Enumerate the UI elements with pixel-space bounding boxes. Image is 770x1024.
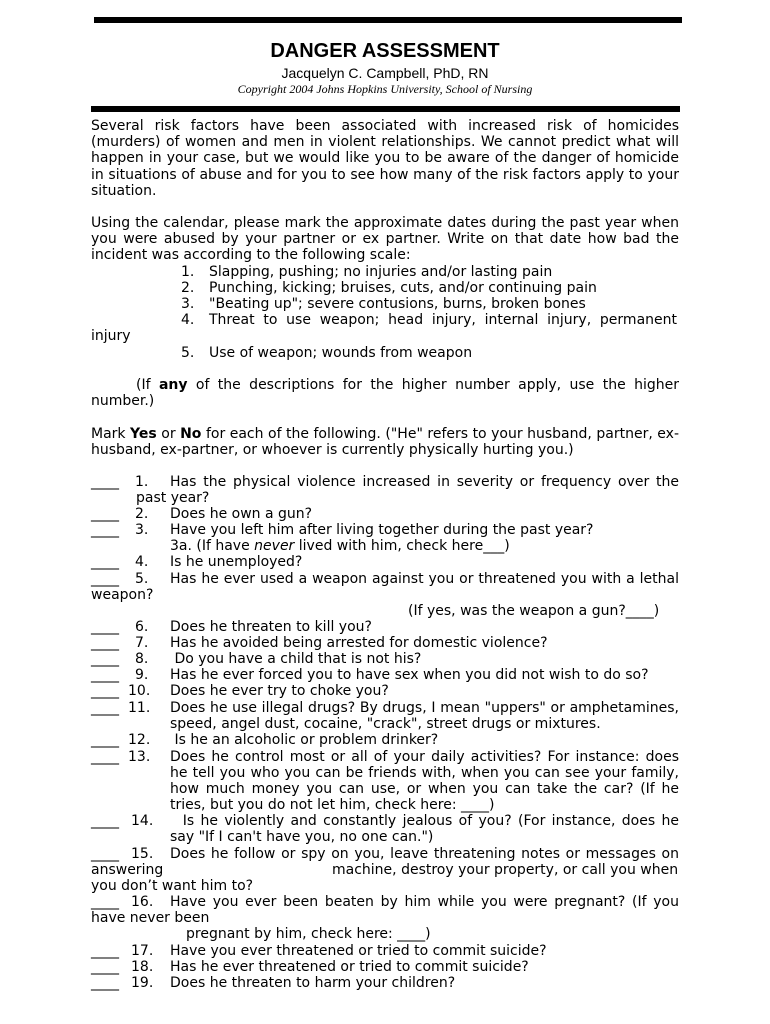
question-text: Has he ever used a weapon against you or threatened you with a lethal	[170, 571, 679, 587]
question-text: Have you ever been beaten by him while you were pregnant? (If you	[170, 894, 679, 910]
q3a-text: 3a. (If have	[170, 538, 255, 554]
question-text: Do you have a child that is not his?	[170, 651, 422, 667]
question-number: 6.	[135, 619, 149, 635]
question-5	[91, 571, 679, 587]
page-title: DANGER ASSESSMENT	[270, 40, 500, 62]
question-15-wrap-a: answering	[91, 862, 164, 878]
question-number: 14.	[131, 813, 154, 829]
scale-item-1	[181, 264, 552, 280]
answer-blank[interactable]: ____	[91, 959, 119, 975]
question-6	[91, 619, 679, 635]
answer-blank[interactable]: ____	[91, 732, 119, 748]
note-bold: any	[158, 377, 188, 393]
question-text: Has the physical violence increased in severity or frequency over the past year?	[136, 474, 679, 506]
scale-text: "Beating up"; severe contusions, burns, broken bones	[209, 296, 586, 312]
scale-text: Threat to use weapon; head injury, internal injury, permanent	[209, 312, 677, 328]
question-15-wrap-c: you don’t want him to?	[91, 878, 254, 894]
question-3a	[170, 538, 510, 554]
answer-blank[interactable]: ____	[91, 846, 119, 862]
calendar-instructions: Using the calendar, please mark the approximate dates during the past year when you were abused by your partner or ex partner. Write on that date how bad the incident was according to the following scale:	[91, 215, 679, 264]
scale-number: 4.	[181, 312, 195, 328]
question-text: Does he control most or all of your daily activities? For instance: does he tell you who you can be friends with, when you can see your family, how much money you can use, or when you can take the car? (If he tries, but you do not let him, check here: ____)	[170, 749, 679, 813]
mark-no: No	[180, 426, 202, 442]
author-line: Jacquelyn C. Campbell, PhD, RN	[281, 65, 489, 81]
question-4	[91, 554, 679, 570]
answer-blank[interactable]: ____	[91, 522, 119, 538]
scale-text: Use of weapon; wounds from weapon	[209, 345, 473, 361]
answer-blank[interactable]: ____	[91, 683, 119, 699]
question-number: 10.	[128, 683, 151, 699]
answer-blank[interactable]: ____	[91, 943, 119, 959]
q3a-emphasis: never	[254, 538, 295, 554]
question-text: Is he violently and constantly jealous of you? (For instance, does he say "If I can't have you, no one can.")	[170, 813, 684, 845]
scale-item-4	[181, 312, 679, 328]
answer-blank[interactable]: ____	[91, 813, 119, 829]
question-1	[91, 474, 679, 506]
copyright-line: Copyright 2004 Johns Hopkins University, School of Nursing	[237, 82, 533, 96]
answer-blank[interactable]: ____	[91, 975, 119, 991]
higher-number-note	[136, 377, 679, 393]
note-text: of the descriptions for the higher number apply, use the higher	[187, 377, 679, 393]
mark-text: for each of the following. ("He" refers to your husband, partner, ex-husband, ex-partner, or whoever is currently physically hurting you.)	[91, 426, 679, 459]
question-number: 5.	[135, 571, 149, 587]
question-10	[91, 683, 679, 699]
question-14	[91, 813, 684, 845]
question-17	[91, 943, 679, 959]
question-2	[91, 506, 679, 522]
answer-blank[interactable]: ____	[91, 894, 119, 910]
scale-number: 5.	[181, 345, 195, 361]
question-13	[91, 749, 679, 813]
scale-item-3	[181, 296, 586, 312]
mark-text: Mark	[91, 426, 131, 442]
q3a-text: lived with him, check here___)	[294, 538, 510, 554]
question-15-wrap-b: machine, destroy your property, or call you when	[332, 862, 679, 878]
question-text: Is he unemployed?	[170, 554, 303, 570]
scale-number: 1.	[181, 264, 195, 280]
question-text: Does he own a gun?	[170, 506, 313, 522]
question-12	[91, 732, 679, 748]
scale-item-2	[181, 280, 597, 296]
scale-text: Punching, kicking; bruises, cuts, and/or continuing pain	[209, 280, 597, 296]
question-text: Does he follow or spy on you, leave threatening notes or messages on	[170, 846, 679, 862]
answer-blank[interactable]: ____	[91, 651, 119, 667]
question-number: 17.	[131, 943, 154, 959]
higher-number-note-wrap: number.)	[91, 393, 155, 409]
answer-blank[interactable]: ____	[91, 635, 119, 651]
question-8	[91, 651, 679, 667]
question-number: 3.	[135, 522, 149, 538]
question-18	[91, 959, 679, 975]
question-3	[91, 522, 679, 538]
question-number: 7.	[135, 635, 149, 651]
question-5-gun: (If yes, was the weapon a gun?____)	[408, 603, 660, 619]
answer-blank[interactable]: ____	[91, 619, 119, 635]
question-text: Does he use illegal drugs? By drugs, I mean "uppers" or amphetamines, speed, angel dust, cocaine, "crack", street drugs or mixtures.	[170, 700, 679, 732]
answer-blank[interactable]: ____	[91, 749, 119, 765]
scale-item-4-wrap: injury	[91, 328, 131, 344]
question-number: 12.	[128, 732, 151, 748]
question-16-wrap: have never been	[91, 910, 210, 926]
mark-text: or	[156, 426, 181, 442]
answer-blank[interactable]: ____	[91, 571, 119, 587]
question-text: Has he ever threatened or tried to commit suicide?	[170, 959, 529, 975]
question-text: Have you ever threatened or tried to commit suicide?	[170, 943, 547, 959]
question-16	[91, 894, 679, 910]
question-text: Have you left him after living together during the past year?	[170, 522, 594, 538]
question-9	[91, 667, 679, 683]
question-text: Has he ever forced you to have sex when you did not wish to do so?	[170, 667, 649, 683]
mark-yes: Yes	[130, 426, 157, 442]
answer-blank[interactable]: ____	[91, 700, 119, 716]
top-rule	[94, 17, 682, 23]
question-text: Does he threaten to kill you?	[170, 619, 372, 635]
question-19	[91, 975, 679, 991]
answer-blank[interactable]: ____	[91, 554, 119, 570]
mark-instructions	[91, 426, 679, 458]
answer-blank[interactable]: ____	[91, 667, 119, 683]
question-16-check: pregnant by him, check here: ____)	[186, 926, 431, 942]
answer-blank[interactable]: ____	[91, 474, 119, 490]
question-number: 15.	[131, 846, 154, 862]
question-number: 11.	[128, 700, 151, 716]
question-5-wrap: weapon?	[91, 587, 154, 603]
question-number: 19.	[131, 975, 154, 991]
question-number: 1.	[135, 474, 149, 490]
question-15	[91, 846, 679, 862]
question-number: 18.	[131, 959, 154, 975]
question-number: 2.	[135, 506, 149, 522]
header-rule	[91, 106, 680, 112]
question-number: 9.	[135, 667, 149, 683]
question-text: Does he threaten to harm your children?	[170, 975, 456, 991]
question-number: 16.	[131, 894, 154, 910]
scale-item-5	[181, 345, 472, 361]
scale-number: 3.	[181, 296, 195, 312]
question-number: 4.	[135, 554, 149, 570]
question-text: Has he avoided being arrested for domestic violence?	[170, 635, 548, 651]
question-number: 8.	[135, 651, 149, 667]
note-text: (If	[136, 377, 159, 393]
question-text: Does he ever try to choke you?	[170, 683, 389, 699]
scale-text: Slapping, pushing; no injuries and/or lasting pain	[209, 264, 553, 280]
question-text: Is he an alcoholic or problem drinker?	[170, 732, 439, 748]
question-7	[91, 635, 679, 651]
intro-paragraph: Several risk factors have been associated with increased risk of homicides (murders) of women and men in violent relationships. We cannot predict what will happen in your case, but we would like you to be aware of the danger of homicide in situations of abuse and for you to see how many of the risk factors apply to your situation.	[91, 118, 679, 199]
question-11	[91, 700, 679, 732]
answer-blank[interactable]: ____	[91, 506, 119, 522]
scale-number: 2.	[181, 280, 195, 296]
question-number: 13.	[128, 749, 151, 765]
